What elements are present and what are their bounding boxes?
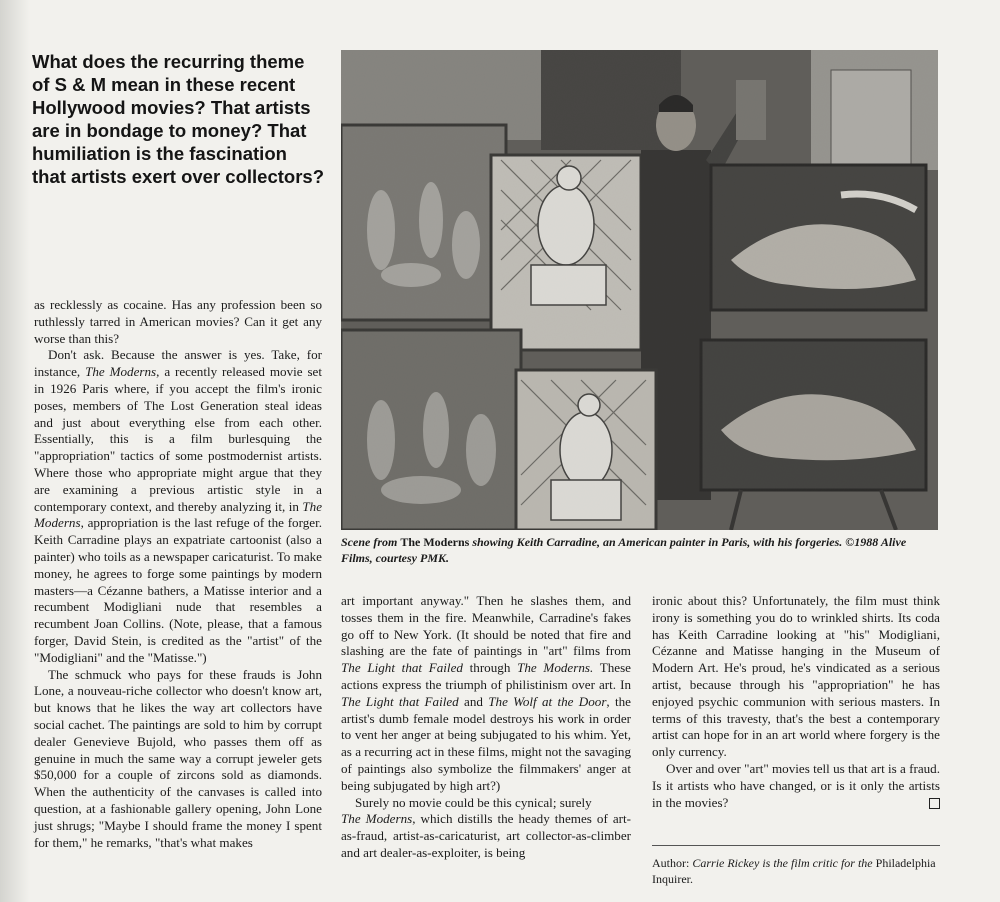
text-run: art important anyway." Then he slashes them, and tosses them in the fire. Meanwhile, Carradine's fakes go off to New York. (It should be noted that fire and slashing are the fate of paintings in "art" films from [341, 593, 631, 659]
text-run: , which distills the heady themes of art-as-fraud, artist-as-caricaturist, art collector-as-climber and art dealer-as-exploiter, is being [341, 811, 631, 860]
film-title: The Moderns [341, 811, 413, 827]
text-run: Don't ask. Because the answer is yes. Take, for instance, [34, 347, 322, 380]
pull-quote: What does the recurring theme of S & M mean in these recent Hollywood movies? That artists are in bondage to money? That humiliation is the fascination that artists exert over collectors? [32, 51, 324, 187]
film-still-illustration [341, 50, 938, 530]
text-run: Surely no movie could be this cynical; surely [355, 794, 592, 810]
author-divider [652, 845, 940, 846]
article-column-1 [34, 297, 322, 851]
film-title: The Light that Failed [341, 660, 463, 676]
photo-caption [341, 535, 938, 566]
text-run: , the artist's dumb female model destroys his work in order to vent her anger at being subjugated to his whim. Yet, as a recurring act in these films, might not the savaging of paintings also symbolize the filmmakers' anger at being subjugated by high art?) [341, 693, 631, 793]
film-title: The Light that Failed [341, 693, 459, 709]
author-prefix: Author: [652, 856, 690, 870]
text-run: and [464, 693, 483, 709]
caption-film-title: The Moderns [400, 535, 470, 549]
col1-paragraph-3: The schmuck who pays for these frauds is John Lone, a nouveau-riche collector who doesn't know art, but knows that he likes the way art collectors have social cachet. The paintings are sold to him by corrupt dealer Genevieve Bujold, who passes them off as genuine in much the same way a corrupt jeweler gets $50,000 for a couple of zircons sold as diamonds. When the authenticity of the canvases is called into question, at a fashionable gallery opening, John Lone just shrugs; "Maybe I should frame the money I spent for them," he remarks, "that's what makes [34, 666, 322, 850]
page-gutter-shadow [0, 0, 30, 902]
col2-paragraph-1 [341, 593, 631, 795]
text-run: through [469, 660, 511, 676]
author-publication: Philadelphia Inquirer. [652, 856, 936, 886]
author-note [652, 855, 942, 887]
film-title: The Moderns [85, 364, 157, 380]
text-run: Over and over "art" movies tell us that art is a fraud. Is it artists who have changed, or is it only the artists in the movies? [652, 760, 940, 810]
caption-text: showing Keith Carradine, an American painter in Paris, with his forgeries. ©1988 Alive Films, courtesy PMK. [341, 535, 907, 565]
photo-grain [341, 50, 938, 530]
film-still-photo [341, 50, 938, 530]
film-title: The Moderns. [517, 660, 594, 676]
article-column-3 [652, 593, 940, 811]
text-run: These actions express the triumph of philistinism over art. In [341, 660, 631, 692]
col1-paragraph-2 [34, 347, 322, 666]
caption-intro: Scene from [341, 535, 398, 549]
article-column-2 [341, 593, 631, 862]
col3-paragraph-1: ironic about this? Unfortunately, the film must think irony is something you do to wrinkled shirts. Its coda has Keith Carradine looking at "his" Modigliani, Cézanne and Matisse hanging in the Museum of Modern Art. He's proud, he's vindicated as a serious artist, because through his "appropriation" he has enjoyed psychic communion with serious masters. In terms of this travesty, that's the best a contemporary artist can hope for in an art world where forgery is the only currency. [652, 593, 940, 760]
end-of-article-mark [929, 798, 940, 809]
col3-paragraph-2 [652, 761, 940, 811]
author-bio: Carrie Rickey is the film critic for the [692, 856, 873, 870]
text-run: , a recently released movie set in 1926 Paris where, if you accept the film's ironic poses, members of The Lost Generation steal ideas and just about everything else from each other. Essentially, this is a film burlesquing the "appropriation" tactics of some postmodernist artists. Where those who appropriate might argue that they are examining a previous artistic style in a contemporary context, and thereby analyzing it, in [34, 364, 322, 514]
film-title: The Moderns [34, 498, 322, 531]
col2-paragraph-2 [341, 795, 631, 862]
col1-paragraph-1: as recklessly as cocaine. Has any profession been so ruthlessly tarred in American movies? Can it get any worse than this? [34, 297, 322, 346]
film-title: The Wolf at the Door [488, 693, 607, 709]
text-run: , appropriation is the last refuge of the forger. Keith Carradine plays an expatriate cartoonist (also a painter) who toils as a newspaper caricaturist. To make money, he agrees to forge some paintings by modern masters—a Cézanne bathers, a Matisse interior and a recumbent Modigliani nude that resembles a recumbent Joan Collins. (Note, please, that a famous forger, David Stein, is credited as the "artist" of the "Modigliani" and the "Matisse.") [34, 515, 322, 665]
